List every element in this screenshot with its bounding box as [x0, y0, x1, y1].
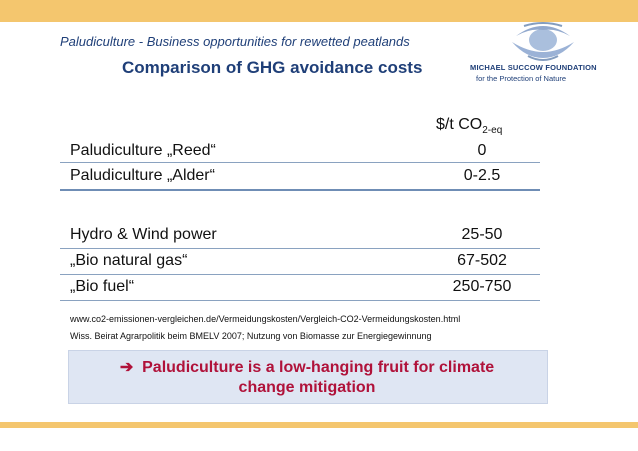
logo-tagline: for the Protection of Nature — [476, 74, 567, 83]
bottom-accent-bar — [0, 422, 638, 428]
row-label: Paludiculture „Alder“ — [70, 167, 215, 184]
table-divider — [60, 248, 540, 249]
row-value: 0 — [477, 142, 487, 159]
table-divider — [60, 274, 540, 275]
slide-subtitle: Paludiculture - Business opportunities for rewetted peatlands — [60, 34, 410, 49]
row-value: 25-50 — [461, 226, 503, 243]
source-line: www.co2-emissionen-vergleichen.de/Vermeidungskosten/Vergleich-CO2-Vermeidungskosten.html — [70, 314, 461, 324]
row-label: Hydro & Wind power — [70, 226, 217, 243]
row-value: 250-750 — [452, 278, 512, 295]
arrow-icon: ➔ — [119, 359, 134, 376]
conclusion-line1: Paludiculture is a low-hanging fruit for climate — [142, 359, 495, 376]
table-divider — [60, 300, 540, 301]
source-line: Wiss. Beirat Agrarpolitik beim BMELV 2007; Nutzung von Biomasse zur Energiegewinnung — [70, 331, 432, 341]
row-label: Paludiculture „Reed“ — [70, 142, 216, 159]
table-divider — [60, 162, 540, 163]
unit-subscript: 2-eq — [482, 125, 503, 136]
row-value: 67-502 — [457, 252, 507, 269]
row-label: „Bio fuel“ — [70, 278, 135, 295]
slide-title: Comparison of GHG avoidance costs — [122, 58, 423, 77]
top-accent-bar — [0, 0, 638, 22]
row-value: 0-2.5 — [463, 167, 501, 184]
row-label: „Bio natural gas“ — [70, 252, 188, 269]
unit-main: $/t CO — [436, 116, 483, 133]
table-divider — [60, 189, 540, 191]
logo-name: MICHAEL SUCCOW FOUNDATION — [470, 63, 597, 72]
conclusion-line2: change mitigation — [238, 379, 376, 396]
conclusion-text — [68, 358, 546, 398]
unit-header — [436, 116, 502, 136]
